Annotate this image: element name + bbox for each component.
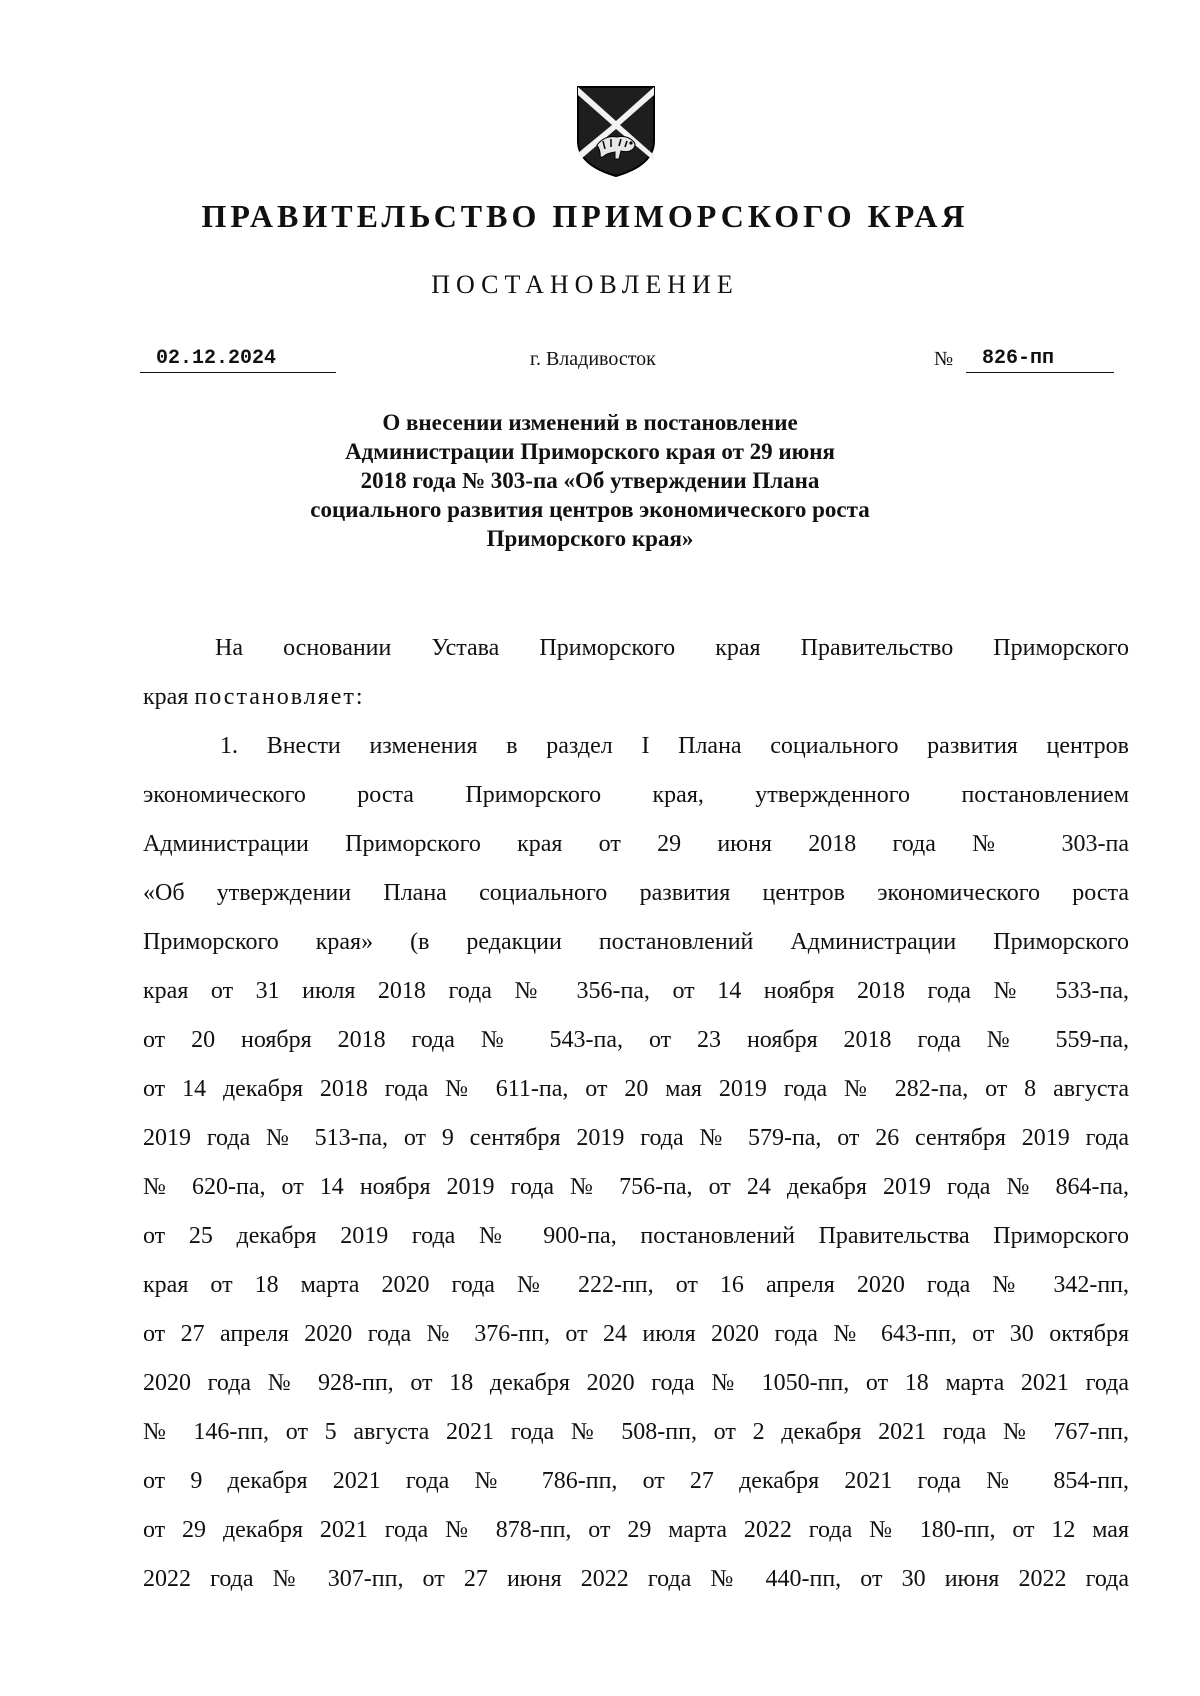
item-line: края от 18 марта 2020 года № 222-пп, от 16 апреля 2020 года № 342-пп, bbox=[143, 1272, 1129, 1298]
document-body bbox=[143, 628, 1129, 1608]
item-line: «Об утверждении Плана социального развития центров экономического роста bbox=[143, 880, 1129, 906]
subject-line: О внесении изменений в постановление bbox=[382, 410, 798, 435]
document-subject bbox=[200, 408, 980, 553]
item-line: края от 31 июля 2018 года № 356-па, от 14 ноября 2018 года № 533-па, bbox=[143, 978, 1129, 1004]
item-line: 2019 года № 513-па, от 9 сентября 2019 года № 579-па, от 26 сентября 2019 года bbox=[143, 1125, 1129, 1151]
document-date: 02.12.2024 bbox=[140, 346, 336, 373]
preamble-verb: постановляет: bbox=[194, 684, 365, 710]
subject-line: социального развития центров экономического роста bbox=[310, 497, 870, 522]
item-line: 2022 года № 307-пп, от 27 июня 2022 года № 440-пп, от 30 июня 2022 года bbox=[143, 1566, 1129, 1592]
government-title: ПРАВИТЕЛЬСТВО ПРИМОРСКОГО КРАЯ bbox=[201, 198, 969, 234]
document-type: ПОСТАНОВЛЕНИЕ bbox=[431, 270, 739, 299]
item-line: от 20 ноября 2018 года № 543-па, от 23 ноября 2018 года № 559-па, bbox=[143, 1027, 1129, 1053]
item-line: экономического роста Приморского края, утвержденного постановлением bbox=[143, 782, 1129, 808]
item-line: Администрации Приморского края от 29 июня 2018 года № 303-па bbox=[143, 831, 1129, 857]
preamble-line: На основании Устава Приморского края Правительство Приморского bbox=[215, 635, 1129, 661]
item-line: от 25 декабря 2019 года № 900-па, постановлений Правительства Приморского bbox=[143, 1223, 1129, 1249]
number-sign: № bbox=[934, 348, 954, 370]
coat-of-arms-icon bbox=[575, 83, 657, 179]
item-line: № 146-пп, от 5 августа 2021 года № 508-пп, от 2 декабря 2021 года № 767-пп, bbox=[143, 1419, 1129, 1445]
preamble-line bbox=[143, 677, 1129, 726]
subject-line: 2018 года № 303-па «Об утверждении Плана bbox=[360, 468, 820, 493]
item-line: от 14 декабря 2018 года № 611-па, от 20 мая 2019 года № 282-па, от 8 августа bbox=[143, 1076, 1129, 1102]
item-line: 1. Внести изменения в раздел I Плана социального развития центров bbox=[220, 733, 1129, 759]
subject-line: Администрации Приморского края от 29 июня bbox=[345, 439, 835, 464]
subject-line: Приморского края» bbox=[486, 526, 694, 551]
document-number: 826-пп bbox=[966, 346, 1114, 373]
item-line: от 9 декабря 2021 года № 786-пп, от 27 декабря 2021 года № 854-пп, bbox=[143, 1468, 1129, 1494]
document-city: г. Владивосток bbox=[530, 348, 656, 370]
item-line: 2020 года № 928-пп, от 18 декабря 2020 года № 1050-пп, от 18 марта 2021 года bbox=[143, 1370, 1129, 1396]
item-line: Приморского края» (в редакции постановлений Администрации Приморского bbox=[143, 929, 1129, 955]
item-line: № 620-па, от 14 ноября 2019 года № 756-па, от 24 декабря 2019 года № 864-па, bbox=[143, 1174, 1129, 1200]
item-line: от 29 декабря 2021 года № 878-пп, от 29 марта 2022 года № 180-пп, от 12 мая bbox=[143, 1517, 1129, 1543]
item-line: от 27 апреля 2020 года № 376-пп, от 24 июля 2020 года № 643-пп, от 30 октября bbox=[143, 1321, 1129, 1347]
preamble-word: края bbox=[143, 684, 189, 710]
